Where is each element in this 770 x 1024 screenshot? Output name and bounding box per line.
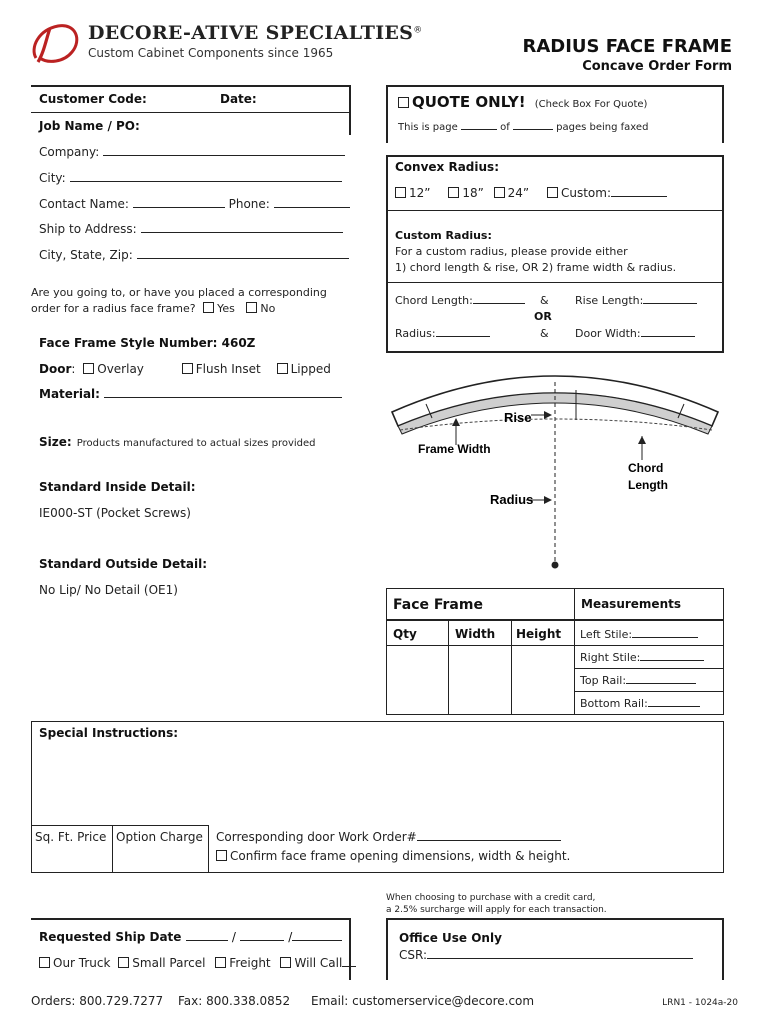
option-charge-label: Option Charge	[116, 830, 203, 844]
outside-detail-title: Standard Outside Detail:	[39, 557, 207, 571]
diagram-rise-label: Rise	[504, 410, 532, 425]
radius-row: Radius:	[395, 327, 490, 340]
company-field[interactable]	[103, 155, 345, 156]
footer-email: Email: customerservice@decore.com	[311, 994, 535, 1008]
brand-tagline: Custom Cabinet Components since 1965	[88, 46, 334, 60]
door-row: Door: Overlay Flush Inset Lipped	[39, 362, 331, 376]
corresponding-line1: Are you going to, or have you placed a corresponding	[31, 286, 327, 299]
ship-method-row: Our Truck Small Parcel Freight Will Call	[39, 956, 356, 970]
form-subtitle: Concave Order Form	[582, 59, 732, 74]
bottom-rail-field[interactable]	[648, 706, 700, 707]
custom-radius-field[interactable]	[611, 196, 667, 197]
inside-detail-value: IE000-ST (Pocket Screws)	[39, 506, 191, 520]
page-number-field[interactable]	[461, 129, 497, 130]
width-header: Width	[455, 627, 496, 641]
left-stile-field[interactable]	[632, 637, 698, 638]
top-rail-field[interactable]	[626, 683, 696, 684]
no-checkbox[interactable]	[246, 302, 257, 313]
qty-header: Qty	[393, 627, 417, 641]
work-order-field[interactable]	[417, 840, 561, 841]
quote-row	[398, 92, 647, 111]
small-parcel-checkbox[interactable]	[118, 957, 129, 968]
diagram-radius-label: Radius	[490, 492, 534, 507]
will-call-field[interactable]	[342, 966, 356, 967]
quote-label: QUOTE ONLY!	[412, 93, 526, 111]
chord-length-field[interactable]	[473, 303, 525, 304]
radius-diagram	[386, 360, 724, 575]
top-rail-row: Top Rail:	[580, 674, 696, 687]
office-use-title: Office Use Only	[399, 931, 502, 945]
special-instructions-title: Special Instructions:	[39, 726, 179, 740]
chord-row: Chord Length:	[395, 294, 525, 307]
logo-mark	[28, 18, 84, 68]
radius-12-checkbox[interactable]	[395, 187, 406, 198]
ship-to-field[interactable]	[141, 232, 343, 233]
face-frame-header: Face Frame	[393, 597, 483, 613]
door-width-field[interactable]	[641, 336, 695, 337]
footer-orders: Orders: 800.729.7277	[31, 994, 164, 1008]
date-label: Date:	[220, 92, 257, 106]
city-state-zip-row: City, State, Zip:	[39, 248, 349, 262]
page-count-row: This is page of pages being faxed	[398, 122, 649, 133]
style-number: Face Frame Style Number: 460Z	[39, 336, 256, 350]
quote-checkbox[interactable]	[398, 97, 409, 108]
csr-row: CSR:	[399, 948, 693, 962]
diagram-chord-label: Chord	[628, 461, 664, 475]
radius-18-checkbox[interactable]	[448, 187, 459, 198]
diagram-frame-width-label: Frame Width	[418, 442, 491, 456]
confirm-row: Confirm face frame opening dimensions, width & height.	[216, 849, 570, 863]
customer-code-label: Customer Code:	[39, 92, 147, 106]
inside-detail-title: Standard Inside Detail:	[39, 480, 196, 494]
material-field[interactable]	[104, 397, 342, 398]
city-state-zip-field[interactable]	[137, 258, 349, 259]
brand-block	[88, 22, 422, 60]
credit-line2: a 2.5% surcharge will apply for each transaction.	[386, 905, 607, 915]
convex-options: 12” 18” 24” Custom:	[395, 186, 667, 200]
right-stile-row: Right Stile:	[580, 651, 704, 664]
city-field[interactable]	[70, 181, 342, 182]
work-order-row: Corresponding door Work Order#	[216, 830, 561, 844]
left-stile-row: Left Stile:	[580, 628, 698, 641]
outside-detail-value: No Lip/ No Detail (OE1)	[39, 583, 178, 597]
phone-field[interactable]	[274, 207, 350, 208]
ship-to-row: Ship to Address:	[39, 222, 343, 236]
door-width-row: Door Width:	[575, 327, 695, 340]
registered-mark: ®	[413, 25, 423, 36]
rise-row: Rise Length:	[575, 294, 697, 307]
csr-field[interactable]	[427, 958, 693, 959]
ship-month-field[interactable]	[186, 940, 228, 941]
ship-day-field[interactable]	[240, 940, 284, 941]
ship-date-box	[31, 918, 351, 980]
bottom-rail-row: Bottom Rail:	[580, 697, 700, 710]
lipped-checkbox[interactable]	[277, 363, 288, 374]
radius-24-checkbox[interactable]	[494, 187, 505, 198]
convex-title: Convex Radius:	[395, 160, 499, 174]
custom-radius-line1: For a custom radius, please provide either	[395, 245, 628, 258]
measurements-header: Measurements	[581, 597, 681, 611]
contact-name-field[interactable]	[133, 207, 225, 208]
overlay-checkbox[interactable]	[83, 363, 94, 374]
company-row: Company:	[39, 145, 345, 159]
diagram-length-label: Length	[628, 478, 668, 492]
form-title: RADIUS FACE FRAME	[522, 36, 732, 57]
quote-note: (Check Box For Quote)	[534, 99, 648, 110]
or-label: OR	[534, 310, 552, 323]
radius-custom-checkbox[interactable]	[547, 187, 558, 198]
flush-inset-checkbox[interactable]	[182, 363, 193, 374]
rise-length-field[interactable]	[643, 303, 697, 304]
confirm-checkbox[interactable]	[216, 850, 227, 861]
ship-date-row: Requested Ship Date / /	[39, 930, 342, 944]
yes-checkbox[interactable]	[203, 302, 214, 313]
city-row: City:	[39, 171, 342, 185]
will-call-checkbox[interactable]	[280, 957, 291, 968]
height-header: Height	[516, 627, 562, 641]
contact-row: Contact Name: Phone:	[39, 197, 350, 211]
right-stile-field[interactable]	[640, 660, 704, 661]
custom-radius-title: Custom Radius:	[395, 229, 492, 242]
page-total-field[interactable]	[513, 129, 553, 130]
job-name-label: Job Name / PO:	[39, 119, 140, 133]
radius-field[interactable]	[436, 336, 490, 337]
freight-checkbox[interactable]	[215, 957, 226, 968]
brand-name: DECORE-ATIVE SPECIALTIES	[88, 22, 414, 44]
corresponding-line2: order for a radius face frame? Yes No	[31, 302, 276, 315]
credit-line1: When choosing to purchase with a credit card,	[386, 893, 596, 903]
material-row: Material:	[39, 387, 342, 401]
footer-code: LRN1 - 1024a-20	[662, 998, 738, 1008]
size-row: Size: Products manufactured to actual sizes provided	[39, 435, 316, 449]
sq-ft-price-label: Sq. Ft. Price	[35, 830, 107, 844]
custom-radius-line2: 1) chord length & rise, OR 2) frame width & radius.	[395, 261, 677, 274]
our-truck-checkbox[interactable]	[39, 957, 50, 968]
ship-year-field[interactable]	[292, 940, 342, 941]
footer-fax: Fax: 800.338.0852	[178, 994, 291, 1008]
